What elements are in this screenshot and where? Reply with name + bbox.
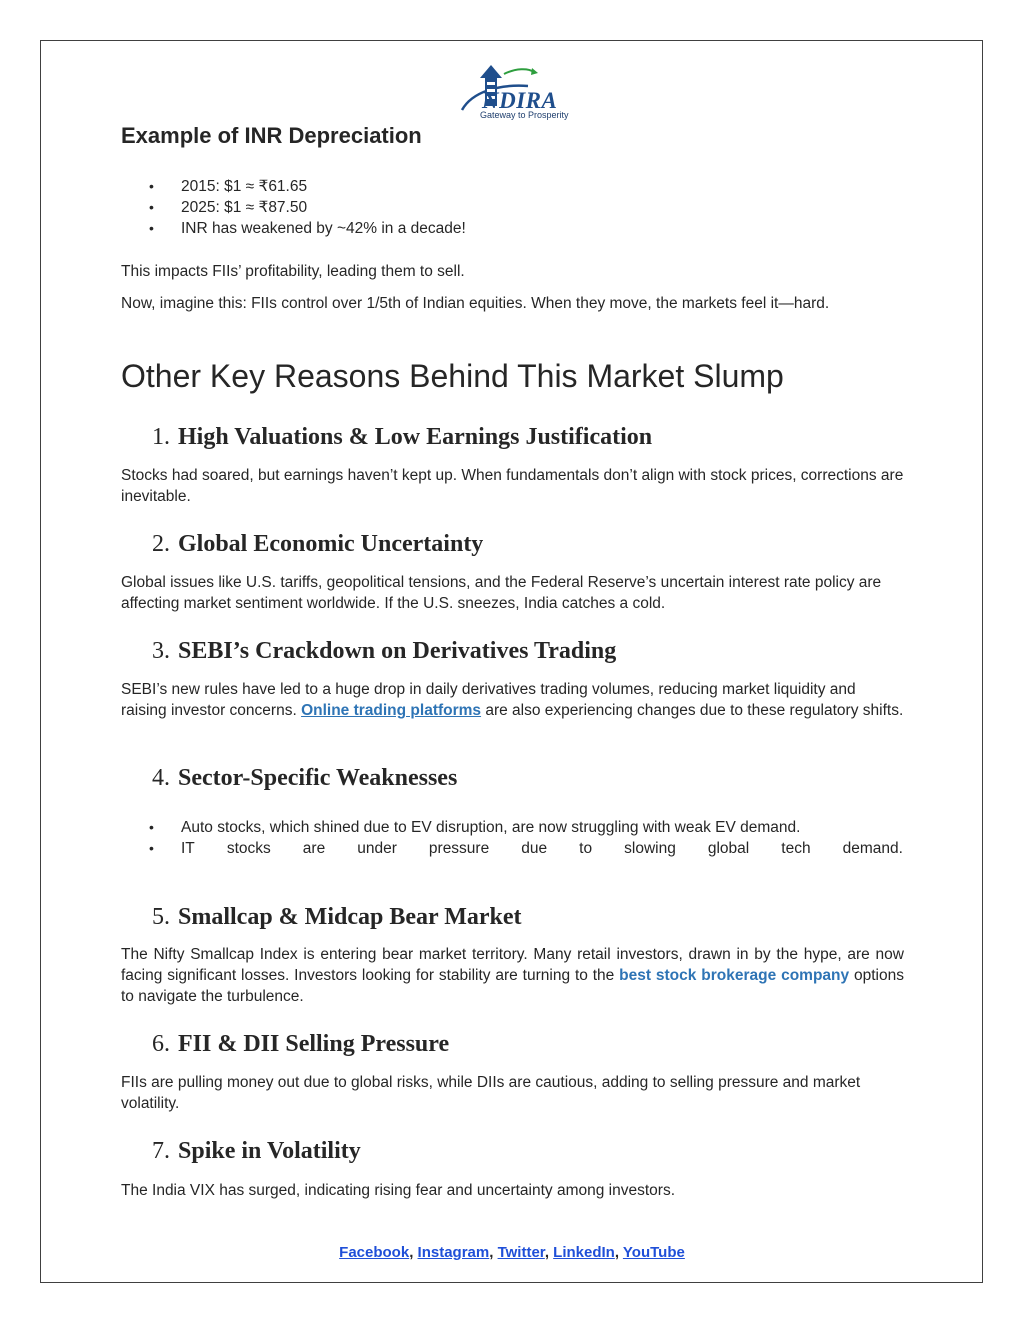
- main-heading: Other Key Reasons Behind This Market Slump: [121, 358, 784, 394]
- list-item: • 2015: $1 ≈ ₹61.65: [121, 176, 466, 197]
- youtube-link[interactable]: YouTube: [622, 1244, 685, 1261]
- section-title: Smallcap & Midcap Bear Market: [178, 904, 522, 930]
- section-2-heading: [152, 531, 483, 558]
- section-number: 5.: [152, 904, 170, 930]
- social-links-footer: [0, 1244, 1024, 1261]
- logo-tagline: Gateway to Prosperity: [480, 110, 569, 120]
- word: to: [579, 840, 593, 857]
- example-paragraph-2: Now, imagine this: FIIs control over 1/5th of Indian equities. When they move, the markets feel it—hard.: [121, 295, 830, 312]
- section-4-heading: [152, 765, 457, 792]
- section-text-part: The Nifty Smallcap Index is entering bear market territory. Many retail investors, drawn in by the hype, are now facing significant losses. Investors looking for stability are turning to the: [121, 946, 904, 984]
- word: slowing: [624, 840, 676, 857]
- list-item: [121, 838, 903, 859]
- section-3-heading: [152, 638, 616, 665]
- section-title: Sector-Specific Weaknesses: [178, 765, 458, 791]
- separator: ,: [409, 1244, 418, 1261]
- separator: ,: [614, 1244, 623, 1261]
- logo-wordmark: NDIRA: [482, 88, 558, 113]
- section-7-text: The India VIX has surged, indicating rising fear and uncertainty among investors.: [121, 1182, 676, 1199]
- section-number: 4.: [152, 765, 170, 791]
- section-3-text: [121, 679, 904, 721]
- section-title: Global Economic Uncertainty: [178, 531, 484, 557]
- linkedin-link[interactable]: LinkedIn: [553, 1244, 615, 1261]
- separator: ,: [544, 1244, 554, 1261]
- section-title: FII & DII Selling Pressure: [178, 1031, 450, 1057]
- section-title: Spike in Volatility: [178, 1138, 361, 1164]
- section-number: 6.: [152, 1031, 170, 1057]
- section-number: 1.: [152, 424, 170, 450]
- word: global: [707, 840, 750, 857]
- section-1-heading: [152, 424, 652, 451]
- word: pressure: [428, 840, 490, 857]
- section-text-part: options to navigate the turbulence.: [121, 967, 904, 1005]
- word: tech: [781, 840, 811, 857]
- it-stocks-line: [181, 838, 903, 859]
- example-heading: Example of INR Depreciation: [121, 123, 422, 148]
- online-trading-platforms-link[interactable]: Online trading platforms: [301, 702, 482, 719]
- word: under: [357, 840, 397, 857]
- section-number: 7.: [152, 1138, 170, 1164]
- separator: ,: [489, 1244, 498, 1261]
- section-5-heading: [152, 904, 522, 931]
- list-item: • 2025: $1 ≈ ₹87.50: [121, 197, 466, 218]
- section-2-text: Global issues like U.S. tariffs, geopolitical tensions, and the Federal Reserve’s uncertain interest rate policy are affecting market sentiment worldwide. If the U.S. sneezes, India catches a cold.: [121, 574, 882, 612]
- section-5-text: [121, 944, 904, 1007]
- section-number: 3.: [152, 638, 170, 664]
- best-stock-brokerage-link[interactable]: best stock brokerage company: [619, 967, 850, 984]
- section-1-text: Stocks had soared, but earnings haven’t kept up. When fundamentals don’t align with stock prices, corrections are inevitable.: [121, 467, 904, 505]
- example-paragraph-1: This impacts FIIs’ profitability, leading them to sell.: [121, 263, 465, 280]
- list-item: • INR has weakened by ~42% in a decade!: [121, 218, 466, 239]
- twitter-link[interactable]: Twitter: [497, 1244, 545, 1261]
- section-text-part: SEBI’s new rules have led to a huge drop in daily derivatives trading volumes, reducing market liquidity and raising investor concerns.: [121, 681, 856, 719]
- section-title: SEBI’s Crackdown on Derivatives Trading: [178, 638, 617, 664]
- section-6-heading: [152, 1031, 449, 1058]
- word: • IT: [181, 840, 195, 857]
- word: are: [302, 840, 326, 857]
- instagram-link[interactable]: Instagram: [417, 1244, 490, 1261]
- section-number: 2.: [152, 531, 170, 557]
- section-6-text: FIIs are pulling money out due to global risks, while DIIs are cautious, adding to selling pressure and market volatility.: [121, 1074, 861, 1112]
- word: demand.: [842, 840, 903, 857]
- example-bullet-list: [121, 176, 466, 239]
- section-title: High Valuations & Low Earnings Justification: [178, 424, 653, 450]
- section-7-heading: [152, 1138, 361, 1165]
- sector-bullet-list: [121, 817, 903, 859]
- section-text-part: are also experiencing changes due to these regulatory shifts.: [481, 702, 904, 719]
- list-item: • Auto stocks, which shined due to EV disruption, are now struggling with weak EV demand.: [121, 817, 903, 838]
- word: stocks: [226, 840, 271, 857]
- word: due: [521, 840, 548, 857]
- facebook-link[interactable]: Facebook: [339, 1244, 410, 1261]
